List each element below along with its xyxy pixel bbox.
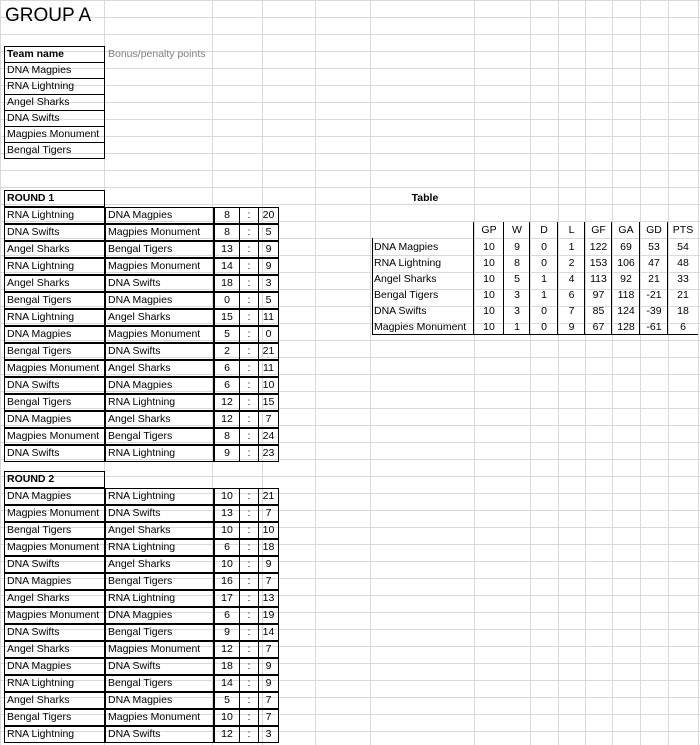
match-home-score[interactable]: 6 xyxy=(214,607,240,624)
score-separator[interactable]: : xyxy=(239,411,259,428)
table-header-gp[interactable]: GP xyxy=(481,224,497,236)
table-value-d[interactable]: 1 xyxy=(541,273,547,285)
match-home-team[interactable]: DNA Swifts xyxy=(4,377,105,394)
table-value-gf[interactable]: 122 xyxy=(589,241,608,253)
match-home-team[interactable]: RNA Lightning xyxy=(4,207,105,224)
match-home-score[interactable]: 12 xyxy=(214,726,240,743)
match-home-score[interactable]: 10 xyxy=(214,709,240,726)
match-home-team[interactable]: DNA Magpies xyxy=(4,658,105,675)
match-away-score[interactable]: 7 xyxy=(258,641,279,658)
match-away-team[interactable]: DNA Magpies xyxy=(105,377,214,394)
match-home-score[interactable]: 16 xyxy=(214,573,240,590)
table-column-border xyxy=(529,222,530,335)
match-away-team[interactable]: DNA Magpies xyxy=(105,292,214,309)
match-away-team[interactable]: RNA Lightning xyxy=(105,590,214,607)
match-home-team[interactable]: DNA Swifts xyxy=(4,556,105,573)
match-away-team[interactable]: RNA Lightning xyxy=(105,488,214,505)
table-header-pts[interactable]: PTS xyxy=(672,224,694,236)
match-away-team[interactable]: DNA Swifts xyxy=(105,275,214,292)
table-value-gp[interactable]: 10 xyxy=(483,305,495,317)
table-value-gd[interactable]: -21 xyxy=(646,289,662,301)
table-team-name[interactable]: Magpies Monument xyxy=(374,321,467,333)
match-away-team[interactable]: DNA Magpies xyxy=(105,692,214,709)
table-value-w[interactable]: 1 xyxy=(514,321,520,333)
round1-label[interactable]: ROUND 1 xyxy=(4,190,105,207)
match-home-score[interactable]: 10 xyxy=(214,522,240,539)
match-away-team[interactable]: DNA Swifts xyxy=(105,726,214,743)
team-name-header[interactable]: Team name xyxy=(4,46,105,63)
table-value-gf[interactable]: 97 xyxy=(592,289,605,301)
table-value-d[interactable]: 0 xyxy=(541,321,547,333)
match-away-score[interactable]: 0 xyxy=(258,326,279,343)
match-away-team[interactable]: Angel Sharks xyxy=(105,309,214,326)
table-header-l[interactable]: L xyxy=(568,224,575,236)
match-home-score[interactable]: 13 xyxy=(214,505,240,522)
table-value-pts[interactable]: 18 xyxy=(677,305,689,317)
match-away-score[interactable]: 9 xyxy=(258,556,279,573)
match-away-score[interactable]: 14 xyxy=(258,624,279,641)
match-home-team[interactable]: Magpies Monument xyxy=(4,607,105,624)
score-separator[interactable]: : xyxy=(239,258,259,275)
match-away-team[interactable]: Angel Sharks xyxy=(105,522,214,539)
score-separator[interactable]: : xyxy=(239,241,259,258)
match-home-team[interactable]: Magpies Monument xyxy=(4,360,105,377)
round2-label[interactable]: ROUND 2 xyxy=(4,471,105,488)
table-team-name[interactable]: DNA Swifts xyxy=(374,305,427,317)
score-separator[interactable]: : xyxy=(239,539,259,556)
match-away-score[interactable]: 7 xyxy=(258,709,279,726)
score-separator[interactable]: : xyxy=(239,675,259,692)
match-home-score[interactable]: 8 xyxy=(214,428,240,445)
table-value-l[interactable]: 1 xyxy=(568,241,575,253)
match-home-team[interactable]: Magpies Monument xyxy=(4,428,105,445)
match-away-score[interactable]: 9 xyxy=(258,675,279,692)
match-home-team[interactable]: DNA Magpies xyxy=(4,488,105,505)
match-away-team[interactable]: RNA Lightning xyxy=(105,445,214,462)
match-home-score[interactable]: 2 xyxy=(214,343,240,360)
match-away-team[interactable]: DNA Swifts xyxy=(105,505,214,522)
match-home-team[interactable]: Bengal Tigers xyxy=(4,522,105,539)
match-away-team[interactable]: Bengal Tigers xyxy=(105,428,214,445)
score-separator[interactable]: : xyxy=(239,445,259,462)
score-separator[interactable]: : xyxy=(239,292,259,309)
match-away-team[interactable]: Magpies Monument xyxy=(105,258,214,275)
match-away-score[interactable]: 11 xyxy=(258,360,279,377)
table-column-border xyxy=(611,222,612,335)
table-value-pts[interactable]: 6 xyxy=(680,321,686,333)
match-home-score[interactable]: 10 xyxy=(214,488,240,505)
match-away-team[interactable]: Magpies Monument xyxy=(105,326,214,343)
match-home-score[interactable]: 6 xyxy=(214,377,240,394)
table-value-ga[interactable]: 128 xyxy=(617,321,635,333)
match-home-team[interactable]: Angel Sharks xyxy=(4,275,105,292)
table-value-l[interactable]: 6 xyxy=(568,289,575,301)
bonus-points-header[interactable]: Bonus/penalty points xyxy=(108,48,206,60)
table-value-gf[interactable]: 67 xyxy=(592,321,605,333)
table-value-gp[interactable]: 10 xyxy=(483,321,495,333)
match-away-team[interactable]: DNA Swifts xyxy=(105,658,214,675)
match-away-score[interactable]: 18 xyxy=(258,539,279,556)
table-value-gd[interactable]: -61 xyxy=(646,321,662,333)
match-home-team[interactable]: Angel Sharks xyxy=(4,641,105,658)
match-away-team[interactable]: DNA Magpies xyxy=(105,207,214,224)
team-name-cell[interactable]: RNA Lightning xyxy=(4,78,105,95)
match-away-score[interactable]: 9 xyxy=(258,241,279,258)
table-value-l[interactable]: 2 xyxy=(568,257,575,269)
score-separator[interactable]: : xyxy=(239,343,259,360)
table-team-name[interactable]: DNA Magpies xyxy=(374,241,439,253)
match-away-team[interactable]: Bengal Tigers xyxy=(105,675,214,692)
score-separator[interactable]: : xyxy=(239,522,259,539)
match-home-team[interactable]: DNA Swifts xyxy=(4,624,105,641)
table-value-gf[interactable]: 113 xyxy=(590,273,607,285)
table-value-gd[interactable]: -39 xyxy=(646,305,662,317)
match-home-score[interactable]: 14 xyxy=(214,675,240,692)
match-away-score[interactable]: 5 xyxy=(258,292,279,309)
score-separator[interactable]: : xyxy=(239,573,259,590)
table-value-gp[interactable]: 10 xyxy=(483,241,495,253)
match-home-team[interactable]: DNA Magpies xyxy=(4,573,105,590)
score-separator[interactable]: : xyxy=(239,309,259,326)
score-separator[interactable]: : xyxy=(239,428,259,445)
match-home-score[interactable]: 18 xyxy=(214,275,240,292)
score-separator[interactable]: : xyxy=(239,207,259,224)
table-value-l[interactable]: 7 xyxy=(568,305,575,317)
match-home-score[interactable]: 8 xyxy=(214,224,240,241)
match-away-score[interactable]: 7 xyxy=(258,411,279,428)
table-value-pts[interactable]: 21 xyxy=(677,289,689,301)
score-separator[interactable]: : xyxy=(239,360,259,377)
table-value-ga[interactable]: 118 xyxy=(617,289,635,301)
match-home-team[interactable]: Angel Sharks xyxy=(4,590,105,607)
match-home-team[interactable]: Angel Sharks xyxy=(4,241,105,258)
match-away-team[interactable]: Magpies Monument xyxy=(105,224,214,241)
match-away-score[interactable]: 7 xyxy=(258,573,279,590)
table-value-ga[interactable]: 69 xyxy=(620,241,632,253)
match-away-score[interactable]: 9 xyxy=(258,658,279,675)
table-column-border xyxy=(557,222,558,335)
match-home-team[interactable]: Magpies Monument xyxy=(4,505,105,522)
match-away-team[interactable]: Magpies Monument xyxy=(105,641,214,658)
match-away-team[interactable]: Angel Sharks xyxy=(105,360,214,377)
match-away-team[interactable]: RNA Lightning xyxy=(105,394,214,411)
match-home-team[interactable]: Bengal Tigers xyxy=(4,709,105,726)
table-value-gf[interactable]: 85 xyxy=(592,305,605,317)
score-separator[interactable]: : xyxy=(239,224,259,241)
table-value-w[interactable]: 3 xyxy=(514,289,520,301)
match-away-score[interactable]: 21 xyxy=(258,343,279,360)
match-away-score[interactable]: 19 xyxy=(258,607,279,624)
match-home-team[interactable]: RNA Lightning xyxy=(4,675,105,692)
match-home-score[interactable]: 14 xyxy=(214,258,240,275)
match-away-score[interactable]: 21 xyxy=(258,488,279,505)
table-value-d[interactable]: 0 xyxy=(541,257,547,269)
table-value-gd[interactable]: 21 xyxy=(648,273,660,285)
match-home-team[interactable]: RNA Lightning xyxy=(4,726,105,743)
table-value-w[interactable]: 3 xyxy=(514,305,520,317)
score-separator[interactable]: : xyxy=(239,607,259,624)
table-value-ga[interactable]: 92 xyxy=(620,273,632,285)
table-column-border xyxy=(584,222,585,335)
score-separator[interactable]: : xyxy=(239,590,259,607)
table-value-gp[interactable]: 10 xyxy=(483,273,495,285)
match-away-score[interactable]: 20 xyxy=(258,207,279,224)
match-away-score[interactable]: 24 xyxy=(258,428,279,445)
match-away-score[interactable]: 13 xyxy=(258,590,279,607)
match-home-team[interactable]: Angel Sharks xyxy=(4,692,105,709)
group-title: GROUP A xyxy=(5,5,92,26)
match-home-score[interactable]: 12 xyxy=(214,394,240,411)
match-away-score[interactable]: 7 xyxy=(258,505,279,522)
score-separator[interactable]: : xyxy=(239,624,259,641)
match-away-team[interactable]: Bengal Tigers xyxy=(105,241,214,258)
match-home-score[interactable]: 6 xyxy=(214,539,240,556)
score-separator[interactable]: : xyxy=(239,658,259,675)
table-column-border xyxy=(667,222,668,335)
match-home-score[interactable]: 9 xyxy=(214,624,240,641)
match-home-score[interactable]: 8 xyxy=(214,207,240,224)
table-header-ga[interactable]: GA xyxy=(618,224,634,236)
match-away-team[interactable]: RNA Lightning xyxy=(105,539,214,556)
match-away-score[interactable]: 23 xyxy=(258,445,279,462)
score-separator[interactable]: : xyxy=(239,726,259,743)
score-separator[interactable]: : xyxy=(239,556,259,573)
table-value-pts[interactable]: 54 xyxy=(677,241,689,253)
match-home-score[interactable]: 5 xyxy=(214,326,240,343)
table-team-name[interactable]: Bengal Tigers xyxy=(374,289,439,301)
match-home-score[interactable]: 0 xyxy=(214,292,240,309)
score-separator[interactable]: : xyxy=(239,275,259,292)
team-name-cell[interactable]: Magpies Monument xyxy=(4,126,105,143)
score-separator[interactable]: : xyxy=(239,326,259,343)
match-away-score[interactable]: 10 xyxy=(258,377,279,394)
table-value-l[interactable]: 9 xyxy=(568,321,575,333)
table-value-gf[interactable]: 153 xyxy=(589,257,608,269)
match-home-team[interactable]: DNA Magpies xyxy=(4,411,105,428)
match-away-team[interactable]: Angel Sharks xyxy=(105,411,214,428)
table-team-name[interactable]: RNA Lightning xyxy=(374,257,442,269)
match-away-team[interactable]: DNA Swifts xyxy=(105,343,214,360)
table-value-d[interactable]: 0 xyxy=(541,305,547,317)
table-title[interactable]: Table xyxy=(411,192,439,204)
score-separator[interactable]: : xyxy=(239,692,259,709)
match-home-team[interactable]: Bengal Tigers xyxy=(4,343,105,360)
table-column-border xyxy=(473,222,474,335)
table-column-border xyxy=(639,222,640,335)
score-separator[interactable]: : xyxy=(239,709,259,726)
table-column-border xyxy=(503,222,504,335)
match-away-team[interactable]: Bengal Tigers xyxy=(105,573,214,590)
table-value-l[interactable]: 4 xyxy=(568,273,575,285)
match-home-team[interactable]: Bengal Tigers xyxy=(4,292,105,309)
table-value-ga[interactable]: 124 xyxy=(617,305,635,317)
match-home-score[interactable]: 12 xyxy=(214,411,240,428)
match-home-score[interactable]: 9 xyxy=(214,445,240,462)
match-home-team[interactable]: DNA Swifts xyxy=(4,445,105,462)
match-away-score[interactable]: 10 xyxy=(258,522,279,539)
match-home-score[interactable]: 18 xyxy=(214,658,240,675)
round1-label-spacer[interactable] xyxy=(104,190,106,206)
table-value-gd[interactable]: 47 xyxy=(648,257,660,269)
score-separator[interactable]: : xyxy=(239,488,259,505)
table-value-d[interactable]: 0 xyxy=(541,241,547,253)
match-home-score[interactable]: 5 xyxy=(214,692,240,709)
table-value-gp[interactable]: 10 xyxy=(483,289,495,301)
score-separator[interactable]: : xyxy=(239,641,259,658)
match-home-team[interactable]: Magpies Monument xyxy=(4,539,105,556)
match-away-team[interactable]: DNA Magpies xyxy=(105,607,214,624)
match-home-score[interactable]: 13 xyxy=(214,241,240,258)
team-name-cell[interactable]: DNA Swifts xyxy=(4,110,105,127)
match-away-score[interactable]: 3 xyxy=(258,275,279,292)
table-header-gf[interactable]: GF xyxy=(591,224,606,236)
match-away-score[interactable]: 5 xyxy=(258,224,279,241)
team-name-cell[interactable]: Angel Sharks xyxy=(4,94,105,111)
match-away-team[interactable]: Magpies Monument xyxy=(105,709,214,726)
score-separator[interactable]: : xyxy=(239,505,259,522)
table-value-w[interactable]: 9 xyxy=(514,241,520,253)
table-header-w[interactable]: W xyxy=(512,224,522,236)
table-value-gp[interactable]: 10 xyxy=(483,257,495,269)
table-value-w[interactable]: 8 xyxy=(514,257,520,269)
table-value-d[interactable]: 1 xyxy=(541,289,547,301)
match-away-score[interactable]: 15 xyxy=(258,394,279,411)
match-home-score[interactable]: 10 xyxy=(214,556,240,573)
table-header-gd[interactable]: GD xyxy=(646,224,662,236)
table-value-gd[interactable]: 53 xyxy=(648,241,660,253)
match-home-score[interactable]: 17 xyxy=(214,590,240,607)
match-home-team[interactable]: Bengal Tigers xyxy=(4,394,105,411)
match-home-team[interactable]: RNA Lightning xyxy=(4,309,105,326)
score-separator[interactable]: : xyxy=(239,394,259,411)
match-home-score[interactable]: 6 xyxy=(214,360,240,377)
team-name-cell[interactable]: DNA Magpies xyxy=(4,62,105,79)
table-value-ga[interactable]: 106 xyxy=(617,257,635,269)
table-value-w[interactable]: 5 xyxy=(514,273,520,285)
match-away-score[interactable]: 7 xyxy=(258,692,279,709)
match-away-score[interactable]: 11 xyxy=(258,309,279,326)
match-home-score[interactable]: 15 xyxy=(214,309,240,326)
round2-label-spacer[interactable] xyxy=(104,471,106,487)
match-home-team[interactable]: DNA Magpies xyxy=(4,326,105,343)
table-value-pts[interactable]: 33 xyxy=(677,273,689,285)
match-home-team[interactable]: RNA Lightning xyxy=(4,258,105,275)
score-separator[interactable]: : xyxy=(239,377,259,394)
match-away-team[interactable]: Angel Sharks xyxy=(105,556,214,573)
team-name-cell[interactable]: Bengal Tigers xyxy=(4,142,105,159)
table-value-pts[interactable]: 48 xyxy=(677,257,689,269)
match-home-team[interactable]: DNA Swifts xyxy=(4,224,105,241)
match-home-score[interactable]: 12 xyxy=(214,641,240,658)
match-away-score[interactable]: 9 xyxy=(258,258,279,275)
table-team-name[interactable]: Angel Sharks xyxy=(374,273,437,285)
table-header-d[interactable]: D xyxy=(540,224,548,236)
match-away-score[interactable]: 3 xyxy=(258,726,279,743)
match-away-team[interactable]: Bengal Tigers xyxy=(105,624,214,641)
